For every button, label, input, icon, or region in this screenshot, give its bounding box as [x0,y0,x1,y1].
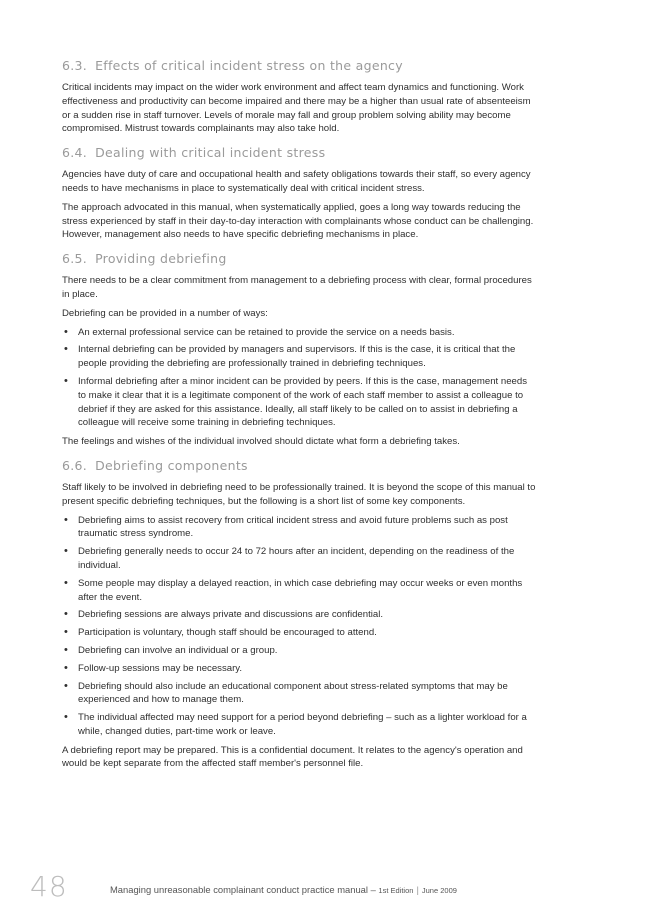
list-item-text: Internal debriefing can be provided by managers and supervisors. If this is the case, it is critical that the people providing the debriefing are professionally trained in debriefing techniques. [78,344,516,370]
list-item-text: Follow-up sessions may be necessary. [78,662,243,674]
bullet-icon: • [64,545,68,558]
list-item [62,626,537,640]
list-item-text: Debriefing can involve an individual or a group. [78,644,278,656]
list-item-text: Some people may display a delayed reaction, in which case debriefing may occur weeks or even months after the event. [78,577,523,603]
section-title: Debriefing components [95,457,248,473]
section-number: 6.6. [62,457,88,473]
page-footer [30,872,630,902]
section-number: 6.4. [62,145,88,161]
paragraph: Debriefing can be provided in a number of ways: [62,307,268,319]
paragraph: The approach advocated in this manual, when systematically applied, goes a long way towards reducing the stress experienced by staff in their day-to-day interaction with complainants whose conduct can be challenging. However, management also needs to have specific debriefing mechanisms in place. [62,201,534,241]
section-heading [62,251,537,267]
section-title: Dealing with critical incident stress [95,145,326,161]
list-item [62,711,537,739]
section-heading [62,145,537,161]
paragraph: There needs to be a clear commitment from management to a debriefing process with clear, formal procedures in place. [62,275,532,300]
section-heading [62,458,537,474]
list-item [62,608,537,622]
bullet-icon: • [64,374,68,387]
bullet-icon: • [64,661,68,674]
list-item-text: An external professional service can be retained to provide the service on a needs basis. [78,326,455,338]
list-item-text: Debriefing should also include an educational component about stress-related symptoms that may be experienced and how to manage them. [78,680,508,706]
section-6-6 [62,458,537,771]
section-title: Providing debriefing [95,251,227,267]
list-item-text: Debriefing sessions are always private and discussions are confidential. [78,609,384,621]
section-title: Effects of critical incident stress on the agency [95,58,403,73]
list-item [62,680,537,708]
list-item [62,343,537,371]
list-item-text: Debriefing generally needs to occur 24 to 72 hours after an incident, depending on the readiness of the individual. [78,546,515,571]
bullet-icon: • [64,711,68,724]
list-item [62,644,537,658]
bullet-icon: • [64,325,68,338]
footer-title: Managing unreasonable complainant conduct practice manual [110,884,368,895]
list-item-text: Debriefing aims to assist recovery from critical incident stress and avoid future problems such as post traumatic stress syndrome. [78,514,508,540]
paragraph: Agencies have duty of care and occupational health and safety obligations towards their staff, so every agency needs to have mechanisms in place to systematically deal with critical incident stress. [62,169,531,194]
bullet-icon: • [64,679,68,692]
bullet-icon: • [64,513,68,526]
bullet-icon: • [64,608,68,621]
list-item [62,545,537,573]
list-item [62,326,537,340]
list-item-text: Participation is voluntary, though staff should be encouraged to attend. [78,627,377,639]
bullet-icon: • [64,626,68,639]
paragraph: Staff likely to be involved in debriefing need to be professionally trained. It is beyond the scope of this manual to present specific debriefing techniques, but the following is a short list of some key components. [62,481,536,507]
section-6-4 [62,145,537,242]
paragraph: The feelings and wishes of the individual involved should dictate what form a debriefing takes. [62,436,460,448]
list-item [62,577,537,605]
footer-title-line [110,884,457,897]
section-number: 6.3. [62,58,88,73]
list-item-text: The individual affected may need support for a period beyond debriefing – such as a lighter workload for a while, changed duties, part-time work or leave. [78,712,527,737]
list-item [62,662,537,676]
list-item-text: Informal debriefing after a minor incident can be provided by peers. If this is the case, management needs to make it clear that it is a legitimate component of the work of each staff member to assist a colleague to debrief if they are asked for this assistance. Ideally, all staff likely to be called on to assist in debriefing a colleague will receive some training in debriefing techniques. [78,375,528,429]
footer-edition: 1st Edition [378,886,414,895]
section-6-5 [62,251,537,449]
footer-separator: | [416,884,419,895]
section-heading [62,58,537,74]
document-body [62,58,537,780]
footer-dash: – [370,884,376,895]
footer-date: June 2009 [421,886,457,895]
section-6-3 [62,58,537,136]
bullet-list [62,326,537,431]
bullet-icon: • [64,643,68,656]
list-item [62,375,537,430]
paragraph: Critical incidents may impact on the wider work environment and affect team dynamics and functioning. Work effectiveness and productivity can become impaired and there may be a higher than usual rate of absenteeism or a sudden rise in staff turnover. Levels of morale may fall and group problem solving ability may become compromised. Mistrust towards complainants may also take hold. [62,82,531,135]
bullet-icon: • [64,576,68,589]
page-number: 48 [30,870,68,903]
bullet-list [62,514,537,739]
paragraph: A debriefing report may be prepared. This is a confidential document. It relates to the agency's operation and would be kept separate from the affected staff member's personnel file. [62,744,523,770]
list-item [62,514,537,542]
bullet-icon: • [64,343,68,356]
section-number: 6.5. [62,251,88,267]
